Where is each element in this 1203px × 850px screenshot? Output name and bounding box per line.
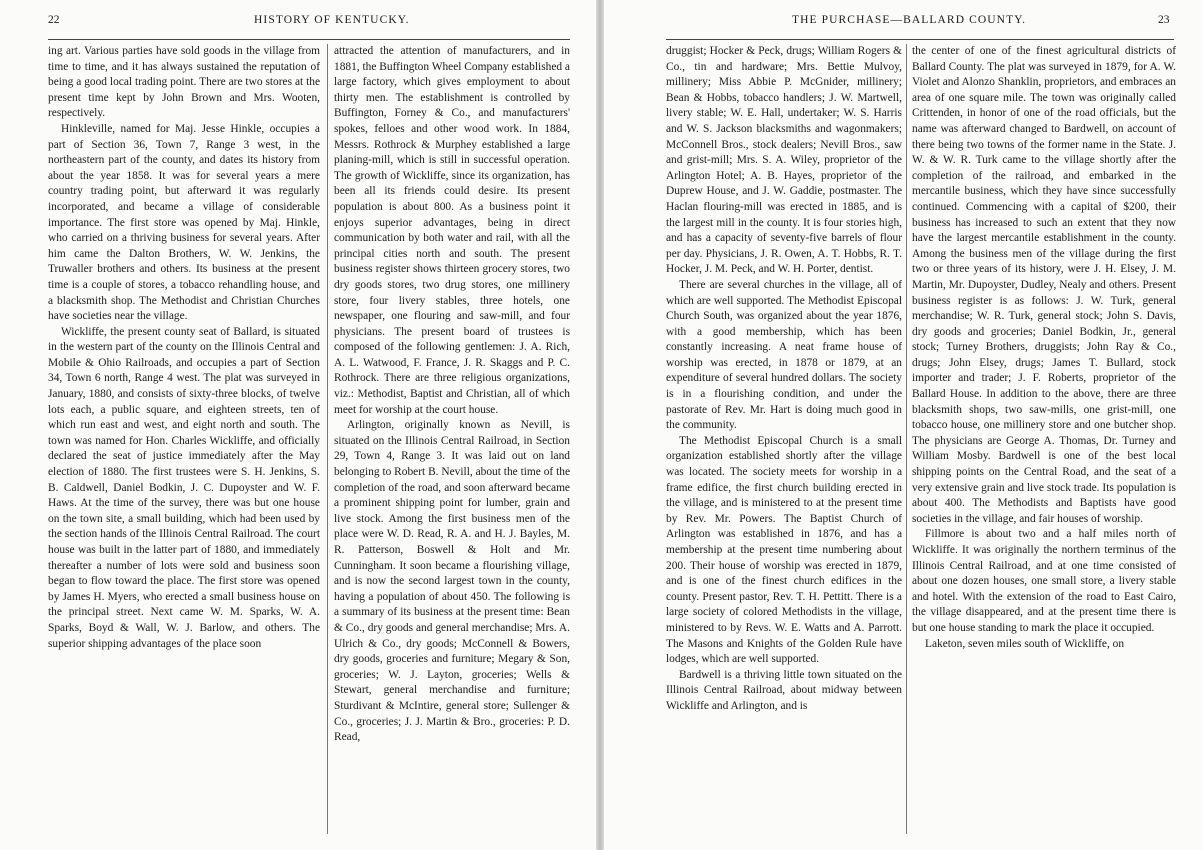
left-column-2 <box>334 44 570 844</box>
right-column-2 <box>912 44 1176 844</box>
paragraph: Laketon, seven miles south of Wickliffe, on <box>925 637 1125 650</box>
left-page-number: 22 <box>48 14 60 26</box>
right-running-head: THE PURCHASE—BALLARD COUNTY. <box>792 14 1027 26</box>
paragraph: attracted the attention of manufacturers, and in 1881, the Buffington Wheel Company established a large factory, which gives employment to about thirty men. The establishment is controlled by Buffington, Forney & Co., and manufacturers' spokes, felloes and other wood work. In 1884, Messrs. Rothrock & Murphey established a large planing-mill, which is still in successful operation. The growth of Wickliffe, since its organization, has been all its friends could desire. Its present population is about 800. As a business point it enjoys superior advantages, being in direct communication by both water and rail, with all the principal cities north and south. The present business register shows thirteen grocery stores, two dry goods stores, two drug stores, one millinery store, four livery stables, three hotels, one newspaper, one flouring and saw-mill, and four physicians. The present board of trustees is composed of the following gentlemen: J. A. Rich, A. L. Watwood, F. France, J. R. Skaggs and P. C. Rothrock. There are three religious organizations, viz.: Methodist, Baptist and Christian, all of which meet for worship at the court house. <box>334 45 570 416</box>
left-header-rule <box>48 39 570 40</box>
paragraph: Arlington, originally known as Nevill, is situated on the Illinois Central Railroad, in Section 29, Town 4, Range 3. It was laid out on land belonging to Robert B. Nevill, about the time of the completion of the road, and soon afterward became a prominent shipping point for lumber, grain and live stock. Among the first business men of the place were W. D. Read, R. A. and H. J. Bayles, M. R. Patterson, Boswell & Holt and Mr. Cunningham. It soon became a flourishing village, and is now the second largest town in the county, having a population of about 450. The following is a summary of its business at the present time: Bean & Co., dry goods and general merchandise; Mrs. A. Ulrich & Co., dry goods; McConnell & Bowers, dry goods, groceries and furniture; Megary & Son, groceries; W. J. Layton, groceries; Wells & Stewart, general merchandise and furniture; Sturdivant & McIntire, general store; Sullenger & Co., groceries; J. J. Martin & Bro., groceries: P. D. Read, <box>334 419 570 744</box>
paragraph: the center of one of the finest agricultural districts of Ballard County. The plat was surveyed in 1879, for A. W. Violet and Alonzo Shanklin, proprietors, and embraces an area of one square mile. The town was originally called Crittenden, in honor of one of the road officials, but the name was afterward changed to Bardwell, on account of there being two towns of the former name in the State. J. W. & W. R. Turk came to the village shortly after the completion of the railroad, and embarked in the mercantile business, which they have since successfully continued. Commencing with a capital of $200, their business has increased to such an extent that they now have the largest mercantile establishment in the county. Among the business men of the village during the first two or three years of its history, were J. H. Elsey, J. M. Martin, Mr. Dupoyster, Dudley, Nealy and others. Present business register is as follows: J. W. Turk, general merchandise; W. R. Turk, general stock; John S. Davis, dry goods and groceries; Daniel Bodkin, Jr., general stock; Turney Brothers, druggists; John Ray & Co., drugs; John Elsey, drugs; James T. Bullard, stock importer and trader; J. F. Roberts, proprietor of the Ballard House. In addition to the above, there are three blacksmith shops, two saw-mills, one grist-mill, one tobacco house, one millinery store and one butcher shop. The physicians are George A. Thomas, Dr. Turney and William Mosby. Bardwell is one of the best local shipping points on the Central Road, and the seat of a very extensive grain and live stock trade. Its population is about 400. The Methodists and Baptists have good societies in the village, and fair houses of worship. <box>912 45 1176 525</box>
paragraph: Fillmore is about two and a half miles north of Wickliffe. It was originally the northern terminus of the Illinois Central Railroad, and at one time consisted of about one dozen houses, one small store, a livery stable and hotel. With the extension of the road to East Cairo, the village disappeared, and at the present time there is but one house standing to mark the place it occupied. <box>912 528 1176 634</box>
right-page-number: 23 <box>1158 14 1170 26</box>
paragraph: The Methodist Episcopal Church is a small organization established shortly after the village was located. The society meets for worship in a frame edifice, the first church building erected in the village, and is ministered to at the present time by Rev. Mr. Powers. The Baptist Church of Arlington was established in 1876, and has a membership at the present time numbering about 200. Their house of worship was erected in 1879, and is one of the finest church edifices in the county. Present pastor, Rev. T. H. Pettitt. There is a large society of colored Methodists in the village, ministered to by Revs. W. E. Watts and A. Parrott. The Masons and Knights of the Golden Rule have lodges, which are well supported. <box>666 434 902 666</box>
right-page <box>604 0 1203 850</box>
left-column-divider <box>327 44 328 834</box>
right-header-rule <box>666 39 1174 40</box>
right-column-1 <box>666 44 902 844</box>
paragraph: Hinkleville, named for Maj. Jesse Hinkle, occupies a part of Section 36, Town 7, Range 3 west, in the northeastern part of the county, and dates its history from about the year 1858. It was for several years a mere country trading point, but afterward it was regularly incorporated, and became a village of considerable importance. The first store was opened by Maj. Hinkle, who carried on a thriving business for several years. After him came the Dalton Brothers, W. W. Jenkins, the Truwaller brothers and others. Its business at the present time is a couple of stores, a tobacco rehandling house, and a blacksmith shop. The Methodist and Christian Churches have societies near the village. <box>48 122 320 323</box>
left-column-1 <box>48 44 320 844</box>
left-running-head: HISTORY OF KENTUCKY. <box>254 14 410 26</box>
paragraph: ing art. Various parties have sold goods in the village from time to time, and it has always sustained the reputation of being a good local trading point. There are two stores at the present time kept by John Brown and Mrs. Wooten, respectively. <box>48 45 320 120</box>
right-column-divider <box>906 44 907 834</box>
paragraph: Wickliffe, the present county seat of Ballard, is situated in the western part of the county on the Illinois Central and Mobile & Ohio Railroads, and occupies a part of Section 34, Town 6 north, Range 4 west. The plat was surveyed in January, 1880, and consists of sixty-three blocks, of twelve lots each, a public square, and eighteen streets, ten of which run east and west, and eight north and south. The town was named for Hon. Charles Wickliffe, and officially declared the seat of justice immediately after the May election of 1880. The first trustees were S. H. Jenkins, S. B. Caldwell, Daniel Bodkin, J. C. Dupoyster and W. F. Haws. At the time of the survey, there was but one house on the town site, a small building, which had been used by the section hands of the Illinois Central Railroad. The court house was built in the latter part of 1880, and immediately thereafter a number of lots were sold and business soon began to flow toward the place. The first store was opened by James H. Myers, who erected a small business house on the principal street. Next came W. M. Sparks, W. A. Sparks, Boyd & Wall, W. J. Barlow, and others. The superior shipping advantages of the place soon <box>48 325 320 650</box>
left-page <box>0 0 596 850</box>
paragraph: Bardwell is a thriving little town situated on the Illinois Central Railroad, about midway between Wickliffe and Arlington, and is <box>666 668 902 712</box>
book-gutter <box>596 0 604 850</box>
paragraph: druggist; Hocker & Peck, drugs; William Rogers & Co., tin and hardware; Mrs. Bettie Mulvoy, millinery; Miss Abbie P. McGnider, millinery; Bean & Hobbs, tobacco handlers; J. W. Martwell, livery stable; W. E. Hall, undertaker; W. S. Harris and W. S. Jackson blacksmiths and wagonmakers; McConnell Bros., stock dealers; Nevill Bros., saw and grist-mill; Mrs. S. A. Wiley, proprietor of the Arlington Hotel; A. B. Hayes, proprietor of the Duprew House, and J. W. Gaddie, postmaster. The Haclan flouring-mill was erected in 1885, and is the largest mill in the county. It is four stories high, and has a capacity of seventy-five barrels of flour per day. Physicians, J. R. Owen, A. T. Hobbs, R. T. Hocker, J. M. Peck, and W. H. Porter, dentist. <box>666 45 902 276</box>
paragraph: There are several churches in the village, all of which are well supported. The Methodist Episcopal Church South, was organized about the year 1876, with a good membership, which has been constantly increasing. A neat frame house of worship was erected, in 1878 or 1879, at an expenditure of several hundred dollars. The society is in a flourishing condition, and under the pastorate of Rev. Mr. Hart is doing much good in the community. <box>666 278 902 432</box>
